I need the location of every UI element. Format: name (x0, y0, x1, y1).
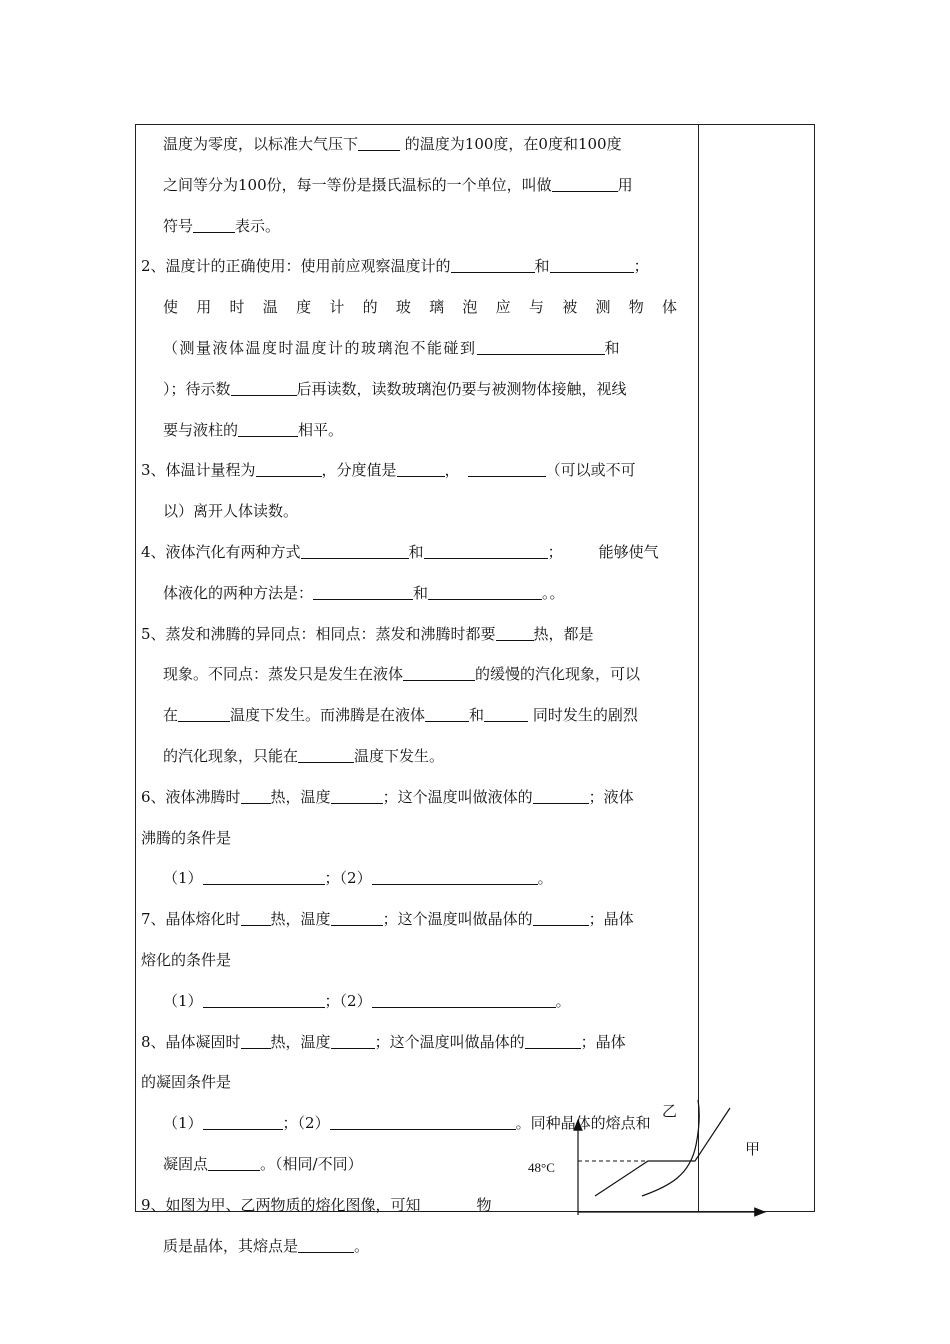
blank-field[interactable] (241, 1034, 271, 1049)
q2-line-2 (141, 287, 691, 328)
blank-field[interactable] (550, 258, 634, 273)
blank-field[interactable] (298, 748, 354, 763)
text: 的温度为100度，在0度和100度 (400, 135, 622, 153)
text: 和 (413, 583, 429, 602)
blank-field[interactable] (468, 462, 546, 477)
text: 同时发生的剧烈 (528, 706, 638, 725)
text: 以）离开人体读数。 (163, 502, 299, 521)
blank-field[interactable] (428, 585, 542, 600)
blank-field[interactable] (425, 707, 469, 722)
text: ；这个温度叫做晶体的 (382, 910, 533, 929)
text: （1） (163, 869, 203, 888)
q6-line-1 (141, 777, 691, 818)
text: ；液体 (588, 787, 634, 806)
blank-field[interactable] (256, 462, 322, 477)
text: ；（2） (324, 991, 372, 1010)
curve-jia (595, 1108, 730, 1196)
q5-line-4 (141, 736, 691, 777)
text: 8、晶体凝固时 (141, 1032, 241, 1051)
text: 6、液体沸腾时 (141, 787, 241, 806)
text: 温度为零度，以标准大气压下 (163, 135, 359, 153)
text: ；晶体 (580, 1032, 626, 1051)
text: 温度下发生。而沸腾是在液体 (230, 706, 426, 725)
text: 后再读数，读数玻璃泡仍要与被测物体接触，视线 (296, 379, 627, 398)
text: 。 (537, 869, 553, 888)
q1-line-1 (141, 124, 691, 165)
q6-line-2 (141, 818, 691, 859)
q7-line-2 (141, 940, 691, 981)
text: （1） (163, 1114, 203, 1133)
text: 热，温度 (270, 910, 331, 929)
blank-field[interactable] (203, 870, 325, 885)
blank-field[interactable] (533, 789, 589, 804)
q9-line-2 (141, 1226, 691, 1267)
q2-line-3 (141, 328, 691, 369)
text: 符号 (163, 216, 194, 235)
text: ；（2） (324, 869, 372, 888)
q1-line-3 (141, 206, 691, 247)
text: 熔化的条件是 (141, 950, 232, 969)
text: ， (444, 461, 460, 480)
text: 5、蒸发和沸腾的异同点：相同点：蒸发和沸腾时都要 (141, 624, 496, 643)
q2-line-1 (141, 246, 691, 287)
blank-field[interactable] (298, 1238, 354, 1253)
text: 。 (555, 991, 571, 1010)
q6-line-3 (141, 858, 691, 899)
blank-field[interactable] (193, 218, 235, 233)
q5-line-2 (141, 654, 691, 695)
blank-field[interactable] (203, 1115, 283, 1130)
blank-field[interactable] (372, 993, 556, 1008)
blank-field[interactable] (231, 381, 297, 396)
text: 现象。不同点：蒸发只是发生在液体 (163, 665, 404, 684)
blank-field[interactable] (301, 544, 409, 559)
q7-line-1 (141, 899, 691, 940)
blank-field[interactable] (330, 1115, 516, 1130)
blank-field[interactable] (241, 911, 271, 926)
q8-line-1 (141, 1022, 691, 1063)
text: 和 (604, 338, 622, 357)
text: ；这个温度叫做液体的 (382, 787, 533, 806)
text: 的缓慢的汽化现象，可以 (475, 665, 641, 684)
blank-field[interactable] (533, 911, 589, 926)
text: ）；待示数 (163, 379, 231, 398)
text: （测量液体温度时温度计的玻璃泡不能碰到 (163, 338, 477, 357)
q3-line-1 (141, 450, 691, 491)
text: 热，温度 (270, 1032, 331, 1051)
blank-field[interactable] (178, 707, 230, 722)
text: 。。 (542, 583, 565, 602)
q4-line-2 (141, 573, 691, 614)
blank-field[interactable] (525, 1034, 581, 1049)
q1-line-2 (141, 165, 691, 206)
text: 的凝固条件是 (141, 1073, 232, 1092)
text: 质是晶体，其熔点是 (163, 1236, 299, 1255)
text: ；晶体 (588, 910, 634, 929)
text: 能够使气 (598, 542, 659, 561)
text: 物 (476, 1195, 492, 1214)
q4-line-1 (141, 532, 691, 573)
text: 热，都是 (533, 624, 594, 643)
text: 的汽化现象，只能在 (163, 746, 299, 765)
graph-label-yi: 乙 (662, 1102, 678, 1120)
text: 和 (534, 257, 550, 276)
graph-label-jia: 甲 (745, 1140, 761, 1158)
blank-field[interactable] (331, 789, 383, 804)
text: 2、温度计的正确使用：使用前应观察温度计的 (141, 257, 451, 276)
text: （可以或不可 (545, 461, 636, 480)
text: （1） (163, 991, 203, 1010)
text: ，分度值是 (321, 461, 397, 480)
text: 7、晶体熔化时 (141, 910, 241, 929)
text: 和 (408, 542, 424, 561)
blank-field[interactable] (421, 1197, 477, 1212)
text: 和 (469, 706, 485, 725)
blank-field[interactable] (496, 626, 534, 641)
blank-field[interactable] (477, 340, 605, 355)
q2-line-5 (141, 410, 691, 451)
text: 凝固点 (163, 1154, 209, 1173)
text: 热，温度 (270, 787, 331, 806)
blank-field[interactable] (484, 707, 528, 722)
blank-field[interactable] (331, 911, 383, 926)
text: 表示。 (235, 216, 281, 235)
q5-line-3 (141, 695, 691, 736)
blank-field[interactable] (203, 993, 325, 1008)
blank-field[interactable] (403, 666, 475, 681)
melting-graph (520, 1090, 780, 1230)
text: 9、如图为甲、乙两物质的熔化图像，可知 (141, 1195, 421, 1214)
blank-field[interactable] (208, 1156, 260, 1171)
blank-field[interactable] (358, 136, 400, 151)
text: 。 (354, 1236, 370, 1255)
text: ；这个温度叫做晶体的 (374, 1032, 525, 1051)
text: 使用时温度计的玻璃泡应与被测物体 (163, 298, 691, 317)
text: ； (547, 542, 563, 561)
text: 4、液体汽化有两种方式 (141, 542, 301, 561)
text: 体液化的两种方法是： (163, 583, 314, 602)
blank-field[interactable] (451, 258, 535, 273)
blank-field[interactable] (372, 870, 538, 885)
text: 3、体温计量程为 (141, 461, 256, 480)
text: 用 (617, 175, 633, 194)
table-column-divider (698, 124, 699, 1212)
text: 要与液柱的 (163, 420, 239, 439)
blank-field[interactable] (313, 585, 413, 600)
blank-field[interactable] (238, 422, 298, 437)
text: 温度下发生。 (354, 746, 445, 765)
blank-field[interactable] (552, 177, 618, 192)
q3-line-2 (141, 491, 691, 532)
q7-line-3 (141, 981, 691, 1022)
text: 在 (163, 706, 179, 725)
text: 相平。 (298, 420, 344, 439)
text: ；（2） (282, 1114, 330, 1133)
text: 沸腾的条件是 (141, 828, 232, 847)
text: 之间等分为100份，每一等份是摄氏温标的一个单位，叫做 (163, 175, 552, 194)
blank-field[interactable] (397, 462, 445, 477)
q5-line-1 (141, 614, 691, 655)
graph-temp-label: 48°C (528, 1160, 555, 1175)
blank-field[interactable] (331, 1034, 375, 1049)
text: ； (633, 257, 649, 276)
q2-line-4 (141, 369, 691, 410)
text: 。（相同/不同） (260, 1154, 363, 1173)
blank-field[interactable] (241, 789, 271, 804)
blank-field[interactable] (424, 544, 548, 559)
text: 。同种晶体的熔点和 (515, 1114, 651, 1133)
